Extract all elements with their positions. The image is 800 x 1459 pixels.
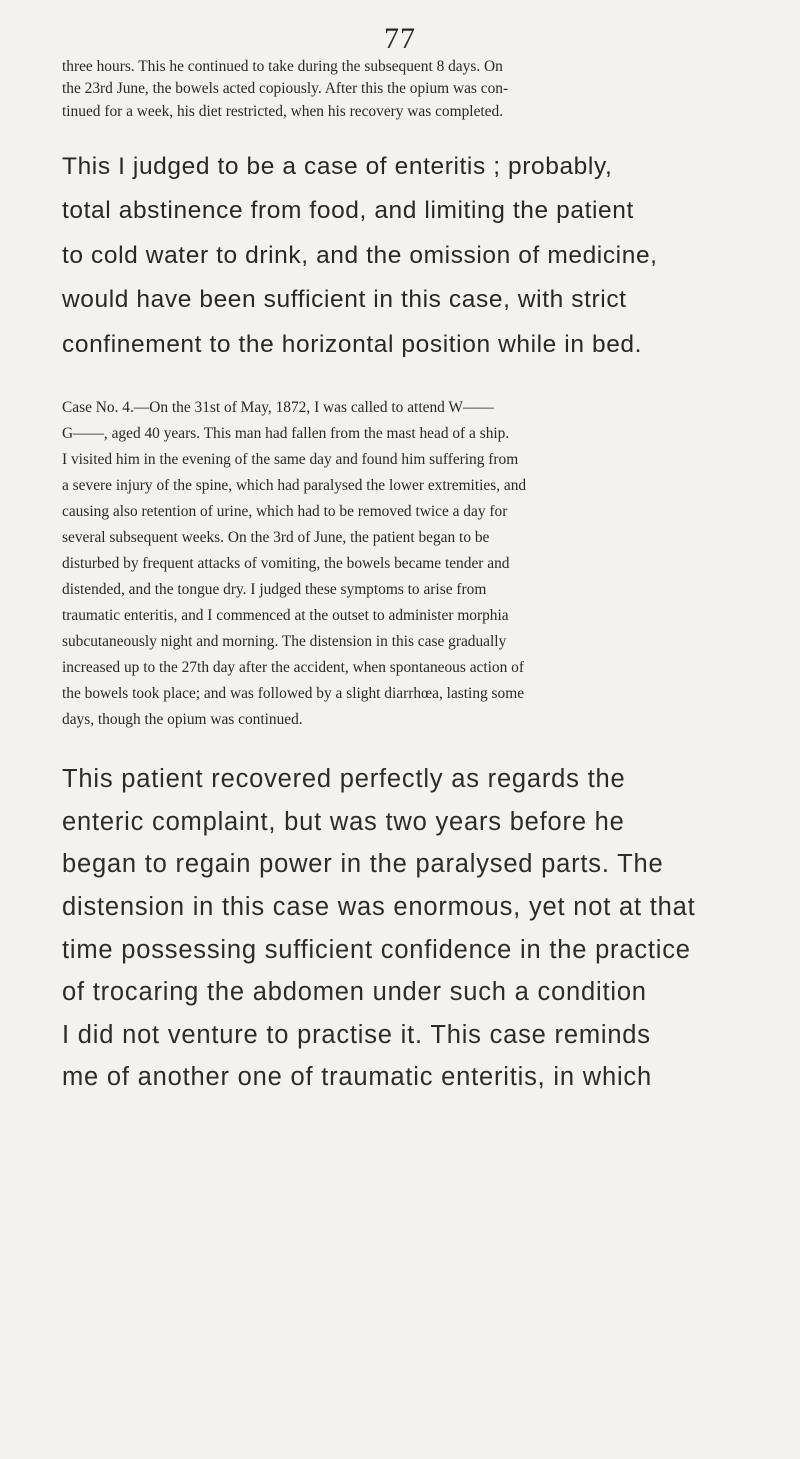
text-line: days, though the opium was continued.: [62, 711, 303, 728]
text-line: distended, and the tongue dry. I judged these symptoms to arise from: [62, 581, 487, 598]
text-line: a severe injury of the spine, which had paralysed the lower extremities, and: [62, 477, 527, 494]
text-line: This I judged to be a case of enteritis ; probably,: [62, 153, 613, 180]
text-line: subcutaneously night and morning. The distension in this case gradually: [62, 633, 507, 650]
text-line: of trocaring the abdomen under such a condition: [62, 978, 647, 1006]
text-line: me of another one of traumatic enteritis, in which: [62, 1063, 652, 1091]
text-line: tinued for a week, his diet restricted, when his recovery was completed.: [62, 103, 504, 120]
text-line: disturbed by frequent attacks of vomiting, the bowels became tender and: [62, 555, 510, 572]
text-line: total abstinence from food, and limiting the patient: [62, 197, 634, 224]
text-line: began to regain power in the paralysed parts. The: [62, 850, 664, 878]
text-line: to cold water to drink, and the omission of medicine,: [62, 242, 658, 269]
text-line: I did not venture to practise it. This case reminds: [62, 1021, 651, 1049]
text-line: the 23rd June, the bowels acted copiously. After this the opium was con-: [62, 80, 509, 97]
text-line: traumatic enteritis, and I commenced at the outset to administer morphia: [62, 607, 509, 624]
text-line: G——, aged 40 years. This man had fallen from the mast head of a ship.: [62, 425, 510, 442]
text-line: I visited him in the evening of the same day and found him suffering from: [62, 451, 519, 468]
text-line: three hours. This he continued to take during the subsequent 8 days. On: [62, 58, 503, 75]
text-line: would have been sufficient in this case, with strict: [62, 286, 627, 313]
text-line: Case No. 4.—On the 31st of May, 1872, I was called to attend W——: [62, 399, 494, 416]
text-line: distension in this case was enormous, yet not at that: [62, 893, 696, 921]
text-line: enteric complaint, but was two years before he: [62, 808, 625, 836]
text-line: time possessing sufficient confidence in the practice: [62, 936, 691, 964]
page-number: 77: [384, 22, 416, 55]
text-line: confinement to the horizontal position while in bed.: [62, 331, 643, 358]
text-line: This patient recovered perfectly as regards the: [62, 765, 626, 793]
text-line: increased up to the 27th day after the accident, when spontaneous action of: [62, 659, 524, 676]
text-line: causing also retention of urine, which had to be removed twice a day for: [62, 503, 508, 520]
text-line: the bowels took place; and was followed by a slight diarrhœa, lasting some: [62, 685, 525, 702]
text-line: several subsequent weeks. On the 3rd of June, the patient began to be: [62, 529, 490, 546]
